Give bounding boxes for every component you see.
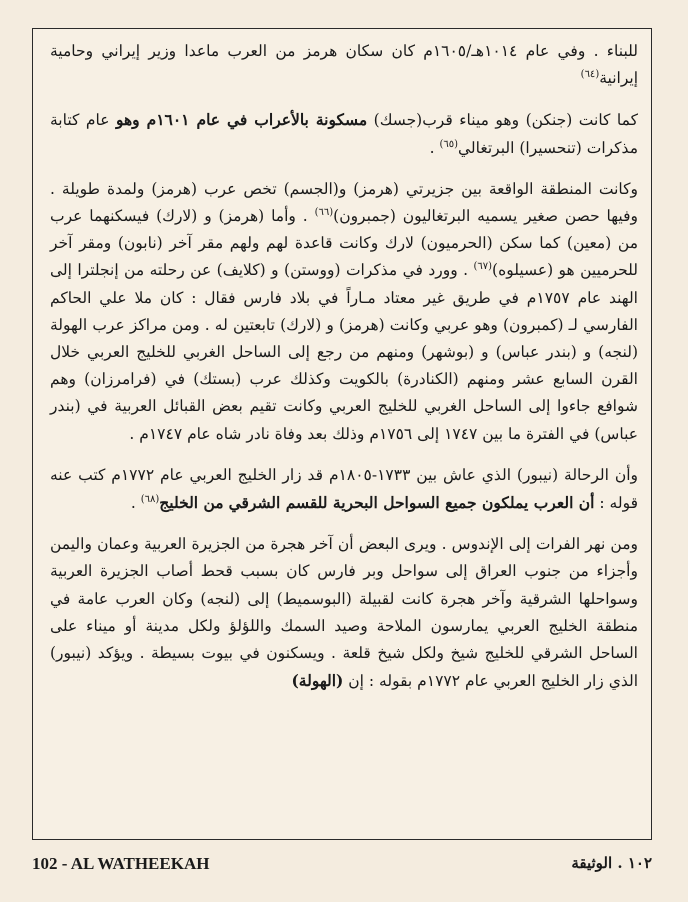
bold-phrase: من الخليج [159,493,224,513]
text-line: فيسكنهما عرب من (معين) كما سكن (الحرميون) لارك وكانت قاعدة لهم ولهم مقر آخر [50,207,638,253]
text-line: للبناء . وفي عام ١٠١٤هـ/١٦٠٥م كان سكان هرمز من العرب ماعدا وزير إيراني وحامية [50,42,638,60]
footnote-ref: (٦٦) [314,206,334,218]
page-footer [32,850,652,880]
paragraph-2 [50,106,638,161]
text-line: وكذلك عرب (بستك) في (فرامرزان) وهم شوافع جاءوا إلى الساحل الغربي للخليج العربي [50,370,638,416]
text-tail: . [130,494,141,513]
text-line: عن رحلته من إنجلترا إلى الهند عام ١٧٥٧م في طريق غير معتاد مـاراً في بلاد فارس [50,261,638,307]
bold-phrase: (الهولة) [291,671,344,691]
footnote-ref: (٦٧) [473,261,493,273]
text-line: وكانت تقيم بعض القبائل العربية في (بندر عباس) في الفترة ما بين ١٧٤٧ إلى ١٧٥٦م [50,397,638,443]
text-line: الجزيرة العربية وسواحلها الشرقية وآخر هجرة كانت لقبيلة (البوسميط) إلى (لنجه) [50,562,638,608]
text-line: وعمان واليمن وأجزاء من جنوب العراق إلى سواحل وبر فارس كان بسبب قحط أصاب [50,535,638,581]
paragraph-1 [50,38,638,92]
text-line: كما كانت (جنكن) وهو ميناء قرب(جسك) [367,111,638,130]
paragraph-4 [50,462,638,517]
paragraph-5 [50,531,638,695]
text-line: إلى الساحل الغربي للخليج العربي خلال القرن السابع عشر ومنهم (الكنادرة) بالكويت [50,343,638,389]
text-line: تابعتين له . ومن مراكز عرب الهولة (لنجه) و (بندر عباس) و (بوشهر) ومنهم من رجع [50,315,638,362]
text-tail: . [429,138,440,157]
text-line: عام كتابة مذكرات (تنحسيرا) البرتغالي [50,111,638,157]
bold-phrase: مسكونة بالأعراب في عام ١٦٠١م وهو [115,110,368,130]
text-line: وأن الرحالة (نيبور) الذي عاش بين ١٧٣٣-١٨٠٥م قد زار الخليج العربي عام [160,465,638,484]
text-line: بسيطة . ويؤكد (نيبور) الذي زار الخليج العربي عام ١٧٧٢م بقوله : إن [50,644,638,691]
text-line: إيرانية [599,69,638,88]
footer-page-number-ar: ١٠٢ . الوثيقة [571,854,652,872]
article-body [50,38,638,695]
text-line: فقال : كان ملا علي الحاكم الفارسي لـ (كمبرون) وهو عربي وكانت (هرمز) و (لارك) [50,288,638,334]
footnote-ref: (٦٨) [140,493,160,505]
text-line: وذلك بعد وفاة نادر شاه عام ١٧٤٧م . [129,424,365,443]
footnote-ref: (٦٥) [439,138,458,150]
text-line: وكان العرب عامة في منطقة الخليج العربي يمارسون الملاحة وصيد السمك واللؤلؤ ولكل [50,589,638,635]
text-line: ١٧٧٢م كتب عنه قوله : [50,465,638,513]
footer-page-number-en: 102 - AL WATHEEKAH [32,854,210,873]
footnote-ref: (٦٤) [580,69,600,81]
text-line: وكانت المنطقة الواقعة بين جزيرتي (هرمز) و(الجسم) تخص عرب (هرمز) ولمدة [106,179,638,198]
text-line: ومن نهر الفرات إلى الإندوس . ويرى البعض أن آخر هجرة من الجزيرة العربية [144,535,638,554]
paragraph-3 [50,176,638,448]
text-line: . وأما (هرمز) و (لارك) [156,207,315,226]
text-line: طويلة . وفيها حصن صغير يسميه البرتغاليون (جمبرون) [50,179,638,226]
text-line: (نابون) ومقر آخر للحرميين هو (عسيلوه) [50,234,639,280]
text-line: . وورد في مذكرات (ووستن) و (كلايف) [216,261,474,280]
text-line: مدينة أو ميناء على الساحل الشرقي للخليج شيخ ولكل شيخ قلعة . ويسكنون في بيوت [50,616,638,663]
bold-phrase: أن العرب يملكون جميع السواحل البحرية للقسم الشرقي [228,493,595,513]
